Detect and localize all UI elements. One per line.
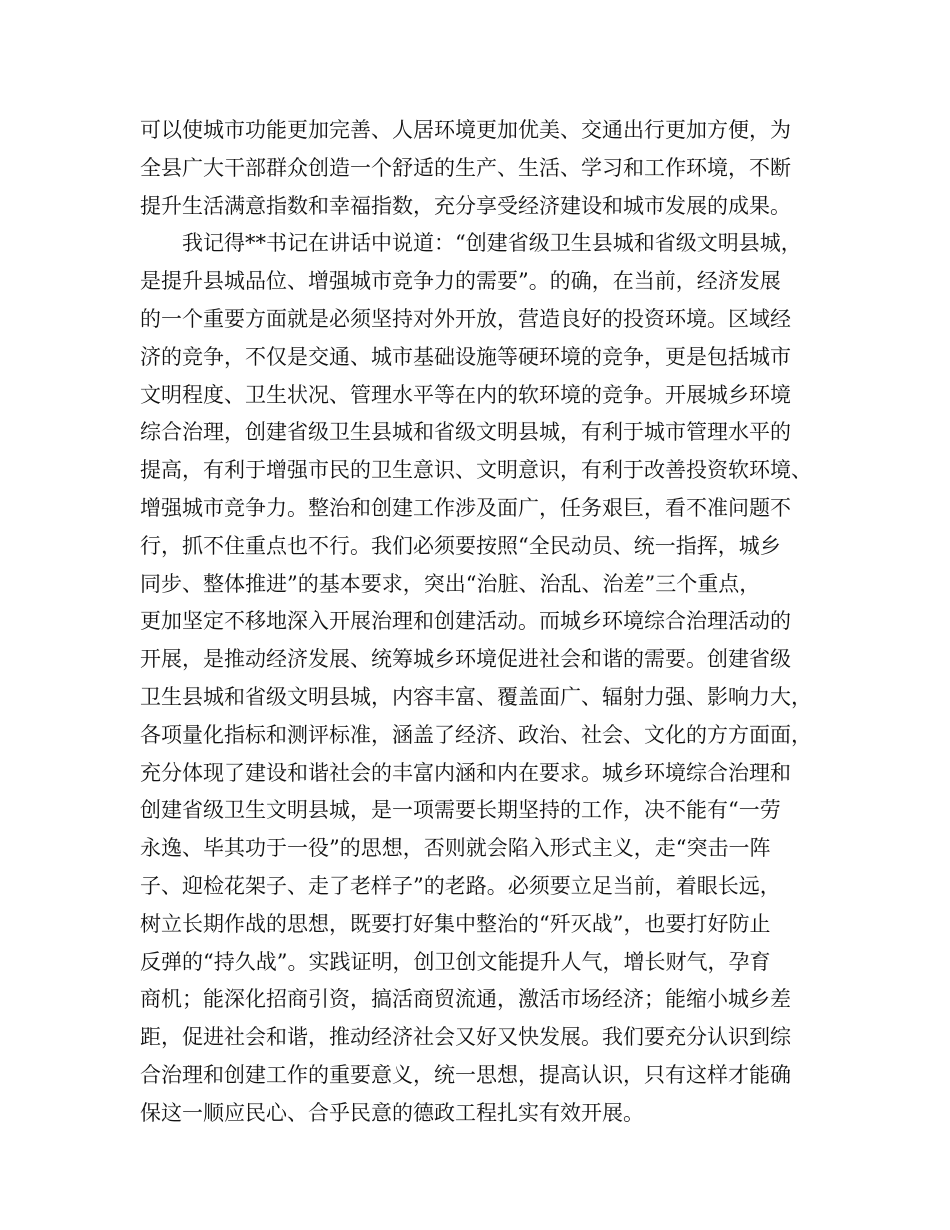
text-line: 充分体现了建设和谐社会的丰富内涵和内在要求。城乡环境综合治理和 [140, 760, 791, 785]
text-line: 可以使城市功能更加完善、人居环境更加优美、交通出行更加方便，为 [140, 118, 791, 142]
text-line: 我记得**书记在讲话中说道：“创建省级卫生县城和省级文明县城， [182, 231, 802, 256]
text-line: 的一个重要方面就是必须坚持对外开放，营造良好的投资环境。区域经 [140, 306, 791, 331]
text-line: 全县广大干部群众创造一个舒适的生产、生活、学习和工作环境，不断 [140, 155, 791, 180]
text-line: 行，抓不住重点也不行。我们必须要按照“全民动员、统一指挥，城乡 [140, 533, 781, 558]
text-line: 综合治理，创建省级卫生县城和省级文明县城，有利于城市管理水平的 [140, 420, 791, 445]
text-line: 商机；能深化招商引资，搞活商贸流通，激活市场经济；能缩小城乡差 [140, 987, 791, 1012]
text-line: 同步、整体推进”的基本要求，突出“治脏、治乱、治差”三个重点， [140, 571, 761, 596]
text-line: 子、迎检花架子、走了老样子”的老路。必须要立足当前，着眼长远， [140, 873, 781, 898]
paragraph-1 [140, 112, 840, 225]
text-line: 增强城市竞争力。整治和创建工作涉及面广，任务艰巨，看不准问题不 [140, 495, 791, 520]
text-line: 反弹的“持久战”。实践证明，创卫创文能提升人气，增长财气，孕育 [140, 949, 771, 974]
text-line: 创建省级卫生文明县城，是一项需要长期坚持的工作，决不能有“一劳 [140, 798, 781, 823]
text-line: 永逸、毕其功于一役”的思想，否则就会陷入形式主义，走“突击一阵 [140, 836, 771, 861]
paragraph-2 [140, 225, 840, 1132]
text-line: 保这一顺应民心、合乎民意的德政工程扎实有效开展。 [140, 1100, 644, 1125]
text-line: 是提升县城品位、增强城市竞争力的需要”。的确，在当前，经济发展 [140, 269, 781, 294]
text-line: 文明程度、卫生状况、管理水平等在内的软环境的竞争。开展城乡环境 [140, 382, 791, 407]
text-line: 更加坚定不移地深入开展治理和创建活动。而城乡环境综合治理活动的 [140, 609, 791, 634]
text-line: 距，促进社会和谐，推动经济社会又好又快发展。我们要充分认识到综 [140, 1025, 791, 1050]
text-line: 树立长期作战的思想，既要打好集中整治的“歼灭战”，也要打好防止 [140, 911, 771, 936]
document-body [140, 112, 840, 1133]
text-line: 提升生活满意指数和幸福指数，充分享受经济建设和城市发展的成果。 [140, 193, 791, 218]
text-line: 卫生县城和省级文明县城，内容丰富、覆盖面广、辐射力强、影响力大， [140, 684, 812, 709]
text-line: 提高，有利于增强市民的卫生意识、文明意识，有利于改善投资软环境、 [140, 458, 812, 483]
text-line: 各项量化指标和测评标准，涵盖了经济、政治、社会、文化的方方面面， [140, 722, 812, 747]
text-line: 合治理和创建工作的重要意义，统一思想，提高认识，只有这样才能确 [140, 1062, 791, 1087]
text-line: 开展，是推动经济发展、统筹城乡环境促进社会和谐的需要。创建省级 [140, 647, 791, 672]
text-line: 济的竞争，不仅是交通、城市基础设施等硬环境的竞争，更是包括城市 [140, 344, 791, 369]
